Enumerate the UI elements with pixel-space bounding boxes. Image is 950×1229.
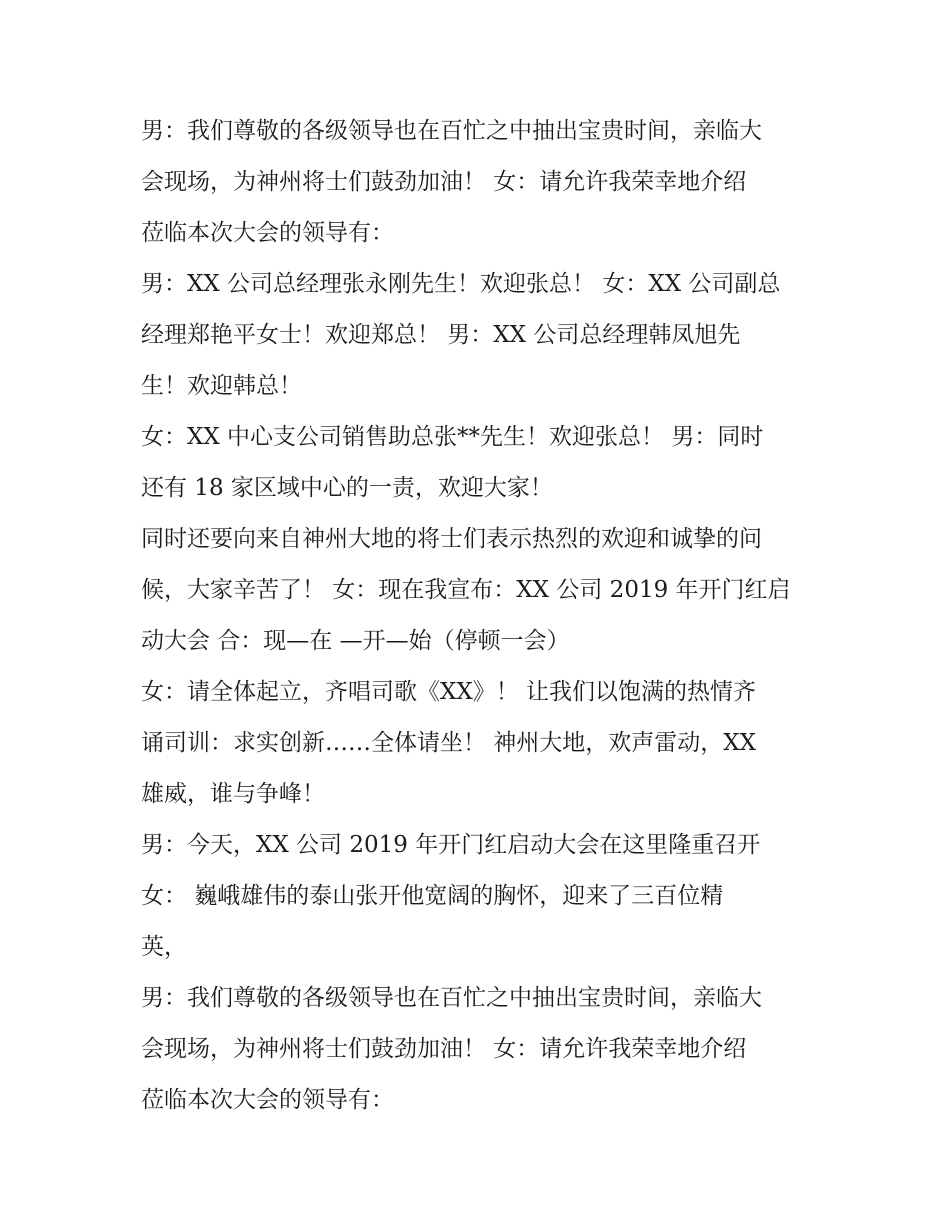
text-line: 女：请全体起立，齐唱司歌《XX》！ 让我们以饱满的热情齐 xyxy=(141,679,757,705)
text-line: 女：XX 中心支公司销售助总张**先生！欢迎张总！ 男：同时 xyxy=(141,424,764,450)
text-line: 男：我们尊敬的各级领导也在百忙之中抽出宝贵时间，亲临大 xyxy=(141,985,762,1011)
text-line: 同时还要向来自神州大地的将士们表示热烈的欢迎和诚挚的问 xyxy=(141,526,762,552)
text-line: 英， xyxy=(141,934,187,960)
text-line: 动大会 合：现—在 —开—始（停顿一会） xyxy=(141,628,570,654)
text-line: 男：XX 公司总经理张永刚先生！欢迎张总！ 女：XX 公司副总 xyxy=(141,271,781,297)
text-line: 莅临本次大会的领导有： xyxy=(141,220,394,246)
text-line: 经理郑艳平女士！欢迎郑总！ 男：XX 公司总经理韩凤旭先 xyxy=(141,322,741,348)
text-line: 会现场，为神州将士们鼓劲加油！ 女：请允许我荣幸地介绍 xyxy=(141,1036,747,1062)
text-line: 雄威，谁与争峰！ xyxy=(141,781,325,807)
text-line: 男：我们尊敬的各级领导也在百忙之中抽出宝贵时间，亲临大 xyxy=(141,118,762,144)
text-line: 莅临本次大会的领导有： xyxy=(141,1087,394,1113)
text-line: 诵司训：求实创新……全体请坐！ 神州大地，欢声雷动，XX xyxy=(141,730,757,756)
document-body xyxy=(141,106,831,1126)
text-line: 男：今天，XX 公司 2019 年开门红启动大会在这里隆重召开 xyxy=(141,832,761,858)
text-line: 会现场，为神州将士们鼓劲加油！ 女：请允许我荣幸地介绍 xyxy=(141,169,747,195)
text-line: 生！欢迎韩总！ xyxy=(141,373,302,399)
text-line: 还有 18 家区域中心的一责，欢迎大家！ xyxy=(141,475,553,501)
text-line: 候，大家辛苦了！ 女：现在我宣布：XX 公司 2019 年开门红启 xyxy=(141,577,791,603)
text-line: 女： 巍峨雄伟的泰山张开他宽阔的胸怀，迎来了三百位精 xyxy=(141,883,724,909)
